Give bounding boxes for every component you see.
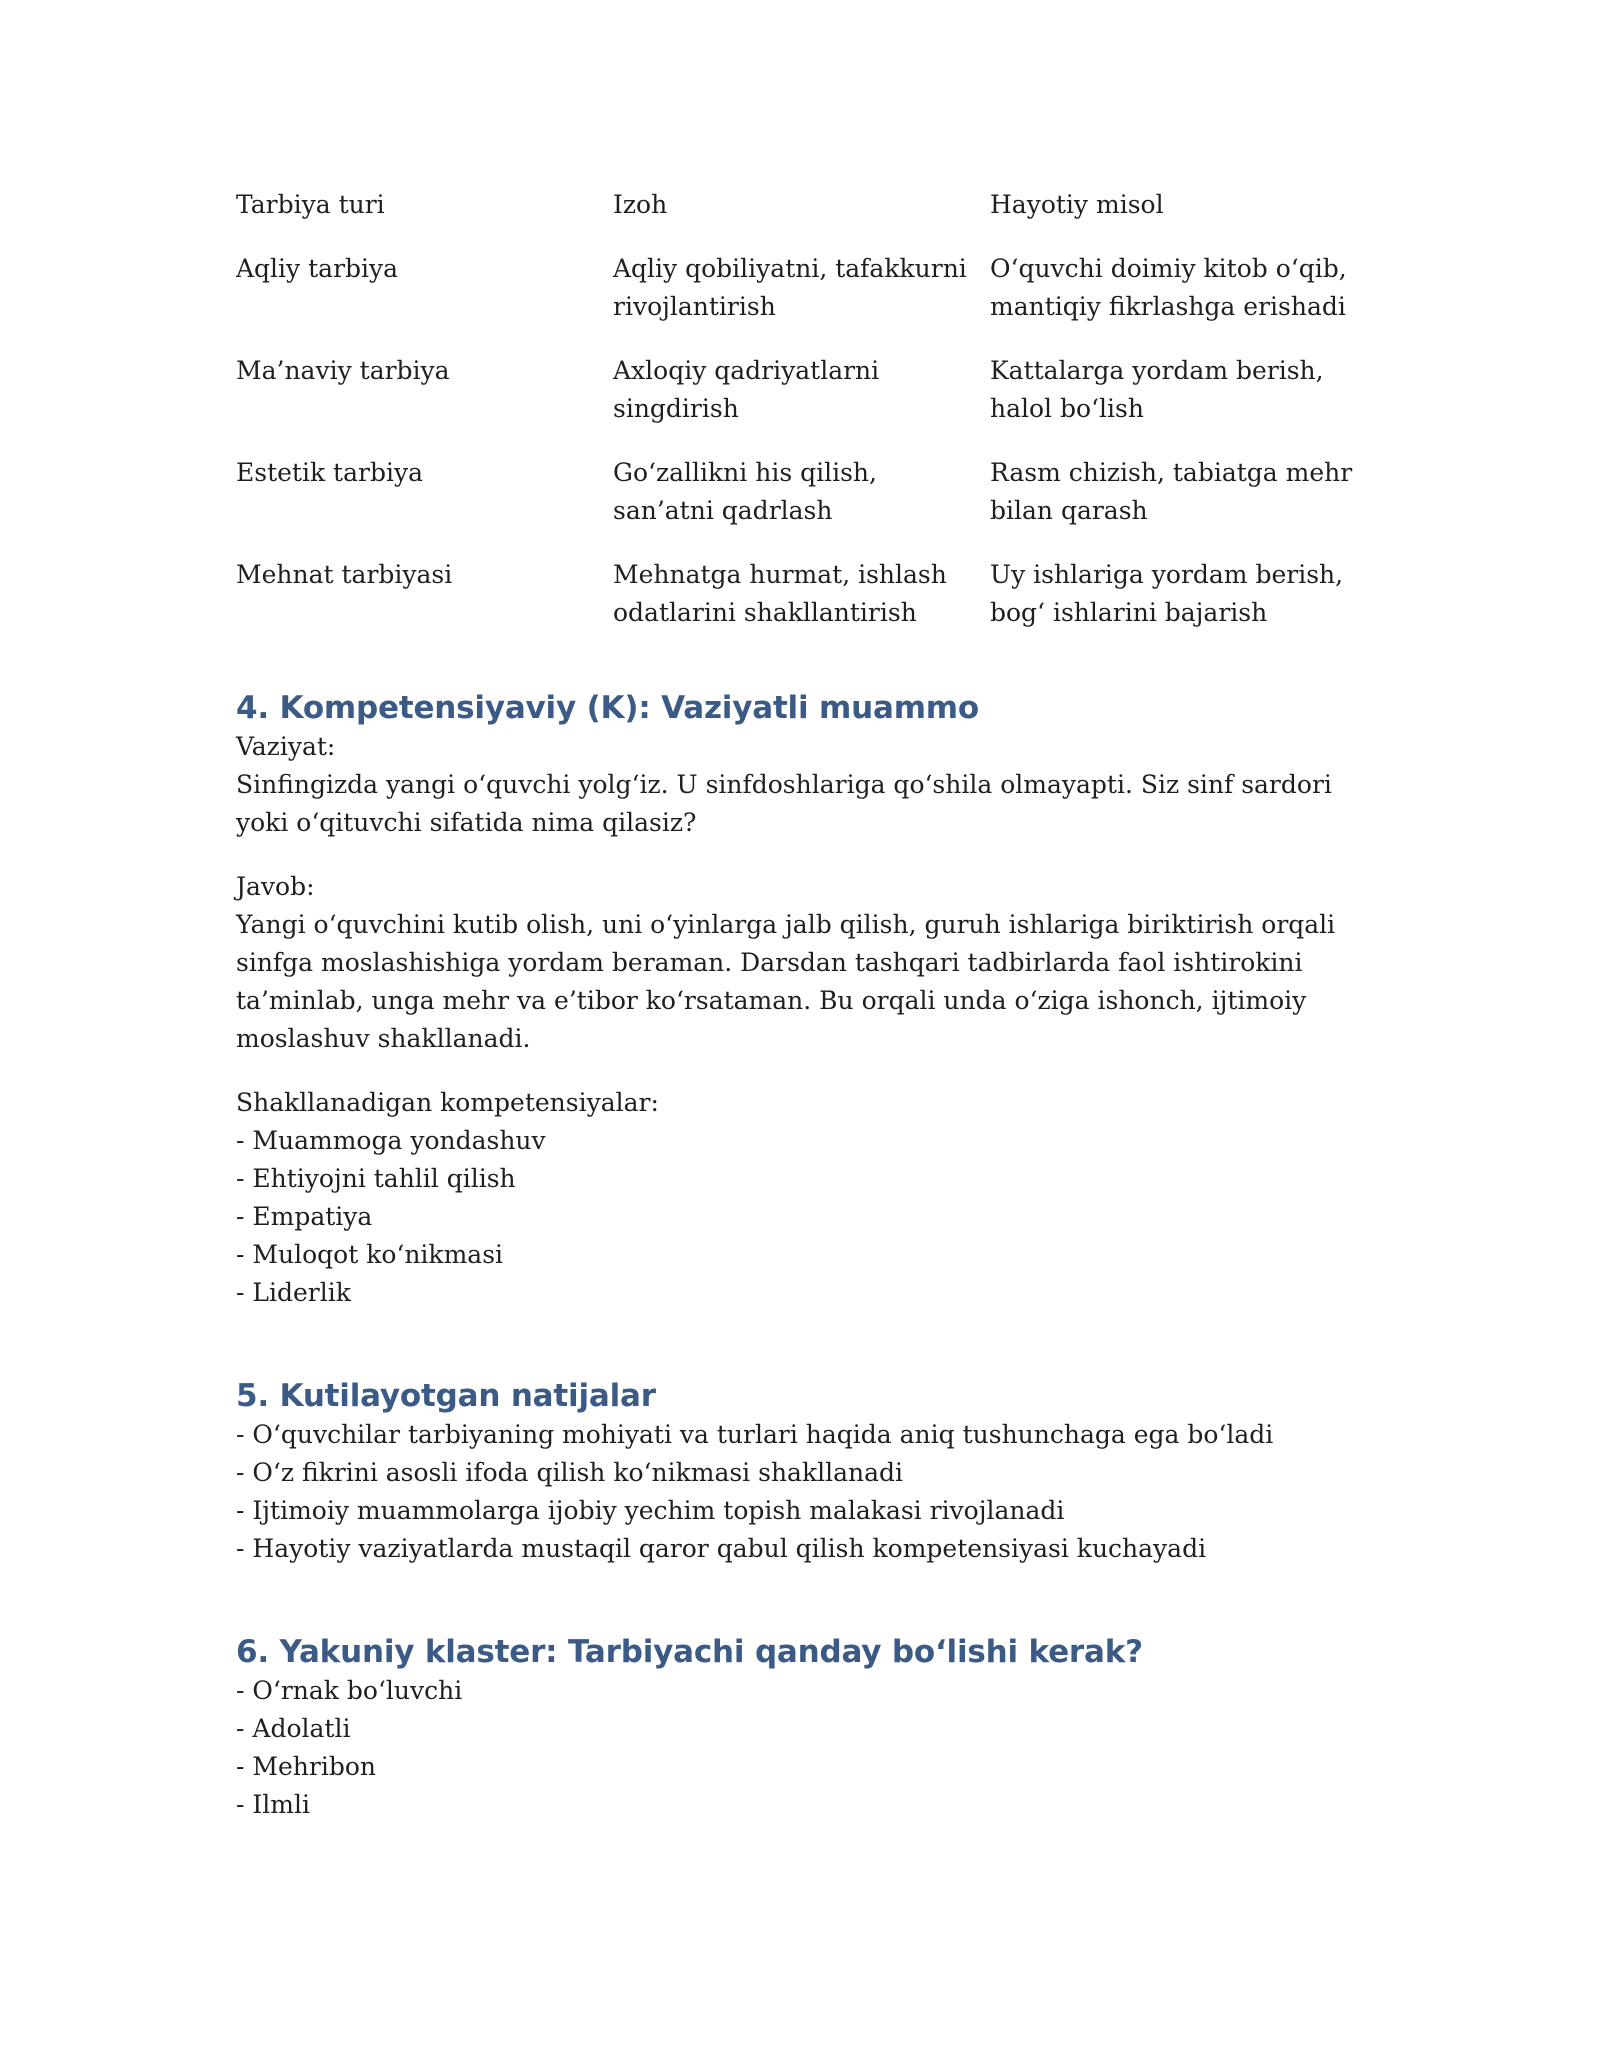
table-header-cell: Izoh: [613, 190, 668, 219]
list-item: - Hayotiy vaziyatlarda mustaqil qaror qabul qilish kompetensiyasi kuchayadi: [236, 1534, 1207, 1563]
competencies-list: [236, 1122, 1376, 1312]
table-row: [236, 352, 1370, 454]
section-4-heading: 4. Kompetensiyaviy (K): Vaziyatli muammo: [236, 690, 979, 726]
answer-text: Yangi o‘quvchini kutib olish, uni o‘yinlarga jalb qilish, guruh ishlariga biriktirish orqali sinfga moslashishiga yordam beraman. Darsdan tashqari tadbirlarda faol ishtirokini ta’minlab, unga mehr va e’tibor ko‘rsataman. Bu orqali unda o‘ziga ishonch, ijtimoiy moslashuv shakllanadi.: [236, 910, 1336, 1053]
list-item: - Ehtiyojni tahlil qilish: [236, 1164, 516, 1193]
table-header-cell: Tarbiya turi: [236, 190, 385, 219]
section-5-heading: 5. Kutilayotgan natijalar: [236, 1378, 656, 1414]
section-4: [236, 688, 1376, 1312]
cluster-list: [236, 1672, 1376, 1824]
table-header-row: [236, 186, 1370, 250]
table-cell-type: Aqliy tarbiya: [236, 254, 399, 283]
table-cell-type: Mehnat tarbiyasi: [236, 560, 453, 589]
section-6-heading: 6. Yakuniy klaster: Tarbiyachi qanday bo‘lishi kerak?: [236, 1634, 1143, 1670]
list-item: - Muammoga yondashuv: [236, 1126, 546, 1155]
list-item: - Adolatli: [236, 1714, 351, 1743]
list-item: - O‘z fikrini asosli ifoda qilish ko‘nikmasi shakllanadi: [236, 1458, 904, 1487]
results-list: [236, 1416, 1376, 1568]
list-item: - Liderlik: [236, 1278, 351, 1307]
section-6: [236, 1632, 1376, 1824]
table-header-cell: Hayotiy misol: [990, 190, 1164, 219]
table-cell-note: Aqliy qobiliyatni, tafakkurni rivojlantirish: [613, 254, 967, 321]
upbringing-types-table: [236, 186, 1370, 658]
list-item: - Mehribon: [236, 1752, 376, 1781]
document-page: [236, 186, 1376, 1824]
table-cell-type: Ma’naviy tarbiya: [236, 356, 450, 385]
table-cell-example: O‘quvchi doimiy kitob o‘qib, mantiqiy fikrlashga erishadi: [990, 254, 1347, 321]
table-cell-note: Mehnatga hurmat, ishlash odatlarini shakllantirish: [613, 560, 947, 627]
list-item: - O‘quvchilar tarbiyaning mohiyati va turlari haqida aniq tushunchaga ega bo‘ladi: [236, 1420, 1274, 1449]
table-row: [236, 250, 1370, 352]
table-cell-note: Axloqiy qadriyatlarni singdirish: [613, 356, 880, 423]
table-row: [236, 556, 1370, 658]
list-item: - Empatiya: [236, 1202, 373, 1231]
section-5: [236, 1376, 1376, 1568]
answer-label: Javob:: [236, 872, 315, 901]
table-cell-type: Estetik tarbiya: [236, 458, 423, 487]
list-item: - Ijtimoiy muammolarga ijobiy yechim topish malakasi rivojlanadi: [236, 1496, 1065, 1525]
table-cell-example: Uy ishlariga yordam berish, bog‘ ishlarini bajarish: [990, 560, 1344, 627]
list-item: - Ilmli: [236, 1790, 310, 1819]
table-cell-example: Rasm chizish, tabiatga mehr bilan qarash: [990, 458, 1353, 525]
situation-label: Vaziyat:: [236, 732, 336, 761]
list-item: - O‘rnak bo‘luvchi: [236, 1676, 463, 1705]
table-cell-example: Kattalarga yordam berish, halol bo‘lish: [990, 356, 1324, 423]
competencies-label: Shakllanadigan kompetensiyalar:: [236, 1088, 659, 1117]
table-cell-note: Go‘zallikni his qilish, san’atni qadrlash: [613, 458, 877, 525]
table-row: [236, 454, 1370, 556]
list-item: - Muloqot ko‘nikmasi: [236, 1240, 504, 1269]
situation-text: Sinfingizda yangi o‘quvchi yolg‘iz. U sinfdoshlariga qo‘shila olmayapti. Siz sinf sardori yoki o‘qituvchi sifatida nima qilasiz?: [236, 770, 1332, 837]
